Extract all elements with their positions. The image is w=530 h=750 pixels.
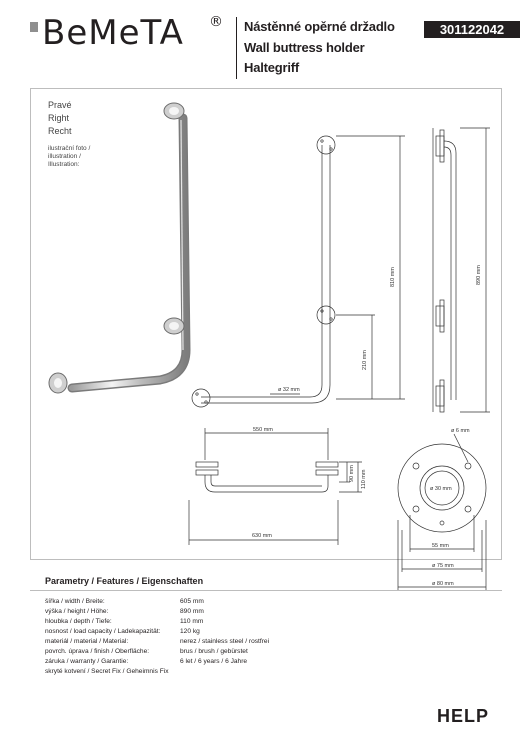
dim-80: ø 80 mm (432, 581, 454, 587)
parameters-title: Parametry / Features / Eigenschaften (45, 576, 204, 586)
side-label-cz: Pravé (48, 100, 72, 110)
dim-75: ø 75 mm (432, 563, 454, 569)
param-label: povrch. úprava / finish / Oberfläche: (45, 648, 150, 655)
product-photo (49, 103, 186, 393)
parameters-divider (30, 590, 502, 591)
param-row (45, 608, 204, 615)
param-value: brus / brush / gebürstet (180, 648, 248, 655)
param-row (45, 658, 248, 665)
dim-55: 55 mm (432, 543, 449, 549)
param-row (45, 618, 204, 625)
param-value: 605 mm (180, 598, 204, 605)
title-czech: Nástěnné opěrné držadlo (244, 19, 395, 34)
param-value: 6 let / 6 years / 6 Jahre (180, 658, 248, 665)
param-value: 120 kg (180, 628, 200, 635)
param-label: materiál / material / Material: (45, 638, 129, 645)
product-code-badge: 301122042 (424, 21, 520, 38)
title-english: Wall buttress holder (244, 40, 365, 55)
param-label: záruka / warranty / Garantie: (45, 658, 129, 665)
brand-logo: BeMeTA (42, 13, 184, 53)
param-label: nosnost / load capacity / Ladekapazität: (45, 628, 161, 635)
illustration-label-de: Illustration: (48, 161, 80, 168)
param-row (45, 598, 204, 605)
top-view-drawing (189, 428, 362, 545)
dim-210: 210 mm (362, 350, 368, 370)
side-label-de: Recht (48, 126, 72, 136)
registered-mark: ® (209, 14, 223, 30)
illustration-label-cz: ilustrační foto / (48, 145, 91, 152)
dim-810: 810 mm (390, 267, 396, 287)
param-row (45, 648, 248, 655)
dim-110: 110 mm (361, 469, 367, 489)
param-row (45, 638, 270, 645)
dim-diameter-32: ø 32 mm (278, 387, 300, 393)
front-view-drawing (192, 136, 405, 407)
dim-90: 90 mm (349, 465, 355, 482)
param-value: 110 mm (180, 618, 204, 625)
dim-inner-30: ø 30 mm (430, 486, 452, 492)
param-label: hloubka / depth / Tiefe: (45, 618, 112, 625)
illustration-label-en: illustration / (48, 153, 81, 160)
param-value: nerez / stainless steel / rostfrei (180, 638, 270, 645)
param-row (45, 668, 169, 675)
param-label: výška / height / Höhe: (45, 608, 109, 615)
param-label: skryté kotvení / Secret Fix / Geheimnis Fix (45, 668, 169, 675)
title-german: Haltegriff (244, 60, 300, 75)
dim-550: 550 mm (253, 427, 273, 433)
side-label-en: Right (48, 113, 70, 123)
help-logo: HELP (437, 706, 490, 726)
dim-890: 890 mm (476, 265, 482, 285)
param-label: šířka / width / Breite: (45, 598, 105, 605)
dim-630: 630 mm (252, 533, 272, 539)
param-row (45, 628, 200, 635)
param-value: 890 mm (180, 608, 204, 615)
dim-hole-6: ø 6 mm (451, 428, 470, 434)
